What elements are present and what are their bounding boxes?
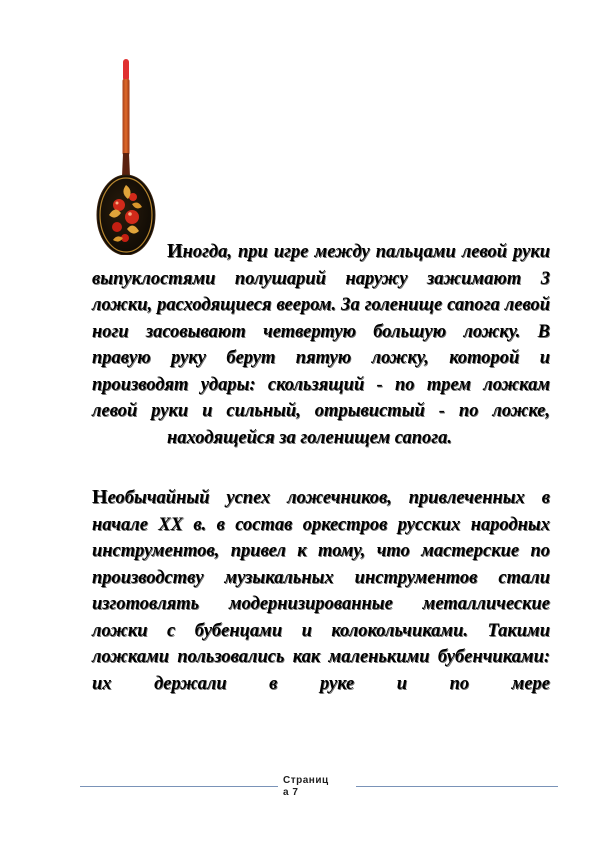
paragraph-2-line: ложками пользовались как маленькими	[92, 647, 430, 667]
paragraph-2-line: в начале XX в. в состав оркестров русских	[92, 488, 550, 535]
paragraph-1	[92, 238, 550, 451]
paragraph-1-line: четвертую большую ложку. В правую руку	[92, 321, 551, 368]
paragraph-1-last-line: находящейся за голенищем сапога.	[167, 427, 452, 448]
paragraph-2	[92, 484, 550, 697]
page-footer	[0, 774, 595, 804]
paragraph-2-line: бубенцами и колокольчиками. Такими	[194, 620, 550, 641]
paragraph-1-line: голенище сапога левой ноги засовывают	[92, 295, 551, 342]
paragraph-1-initial: И	[167, 240, 183, 262]
paragraph-1-line: левой руки выпуклостями полушарий наружу	[92, 242, 551, 289]
paragraph-1-line: удары: скользящий - по трем ложкам левой	[92, 374, 550, 421]
paragraph-1-line: берут пятую ложку, которой и производят	[92, 348, 550, 395]
paragraph-2-line: модернизированные металлические ложки с	[92, 594, 550, 641]
footer-divider-left	[80, 786, 278, 787]
khokhloma-spoon-icon	[95, 55, 157, 255]
paragraph-2-line: еобычайный успех ложечников, привлеченных	[107, 488, 525, 508]
paragraph-2-initial: Н	[92, 486, 108, 508]
page-number-line-1: Страниц	[283, 775, 329, 786]
paragraph-2-line: бубенчиками: их держали в руке и по мере	[92, 647, 551, 694]
page-number	[283, 775, 355, 799]
paragraph-1-line: зажимают 3 ложки, расходящиеся веером. За	[92, 268, 550, 315]
footer-divider-right	[356, 786, 558, 787]
page-number-line-2: а 7	[283, 787, 299, 798]
paragraph-2-line: мастерские по производству музыкальных	[92, 541, 551, 588]
paragraph-1-line: руки и сильный, отрывистый - по ложке,	[151, 401, 550, 421]
paragraph-2-line: инструментов стали изготовлять	[92, 567, 550, 614]
paragraph-2-line: народных инструментов, привел к тому, что	[92, 514, 551, 561]
paragraph-1-line: ногда, при игре между пальцами	[182, 242, 456, 262]
